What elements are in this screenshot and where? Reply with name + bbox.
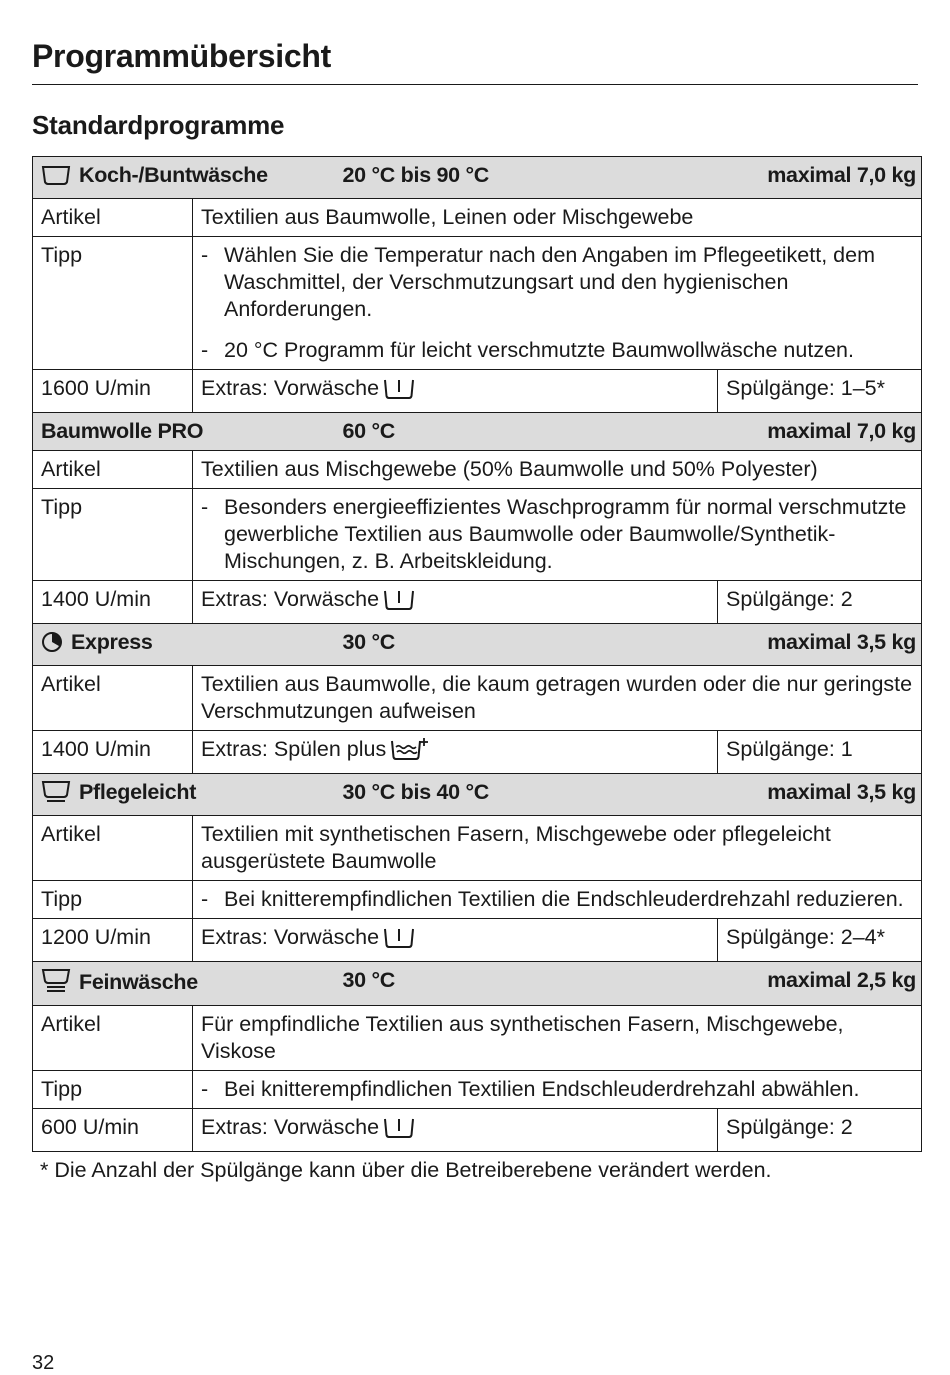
spin-extras-row (33, 731, 922, 774)
program-header-row (33, 962, 922, 1006)
program-temperature-cell (193, 624, 718, 666)
footnote: * Die Anzahl der Spülgänge kann über die Betreiberebene verändert werden. (40, 1158, 772, 1182)
program-name-wrap (41, 630, 153, 654)
program-table (32, 156, 922, 1152)
extras-cell (193, 1109, 718, 1152)
program-max-load-cell (718, 157, 922, 199)
program-name: Feinwäsche (79, 970, 198, 994)
prewash-icon (383, 589, 415, 618)
program-name-cell (33, 413, 204, 451)
program-name-cell (33, 962, 198, 1006)
tipp-row (33, 881, 922, 919)
extras-text: Extras: Vorwäsche (201, 925, 380, 949)
bullet-dash: - (201, 1077, 209, 1101)
extras-cell (193, 731, 718, 774)
tub-easycare-icon (41, 779, 71, 810)
bullet-dash: - (201, 495, 209, 519)
tipp-label: Tipp (33, 237, 193, 370)
tipp-list (193, 237, 922, 370)
artikel-text: Textilien aus Baumwolle, die kaum getragen wurden oder die nur geringste Verschmutzungen aufweisen (193, 666, 922, 731)
artikel-text: Für empfindliche Textilien aus synthetischen Fasern, Mischgewebe, Viskose (193, 1006, 922, 1071)
extras-cell (193, 370, 718, 413)
program-name-cell (33, 774, 197, 816)
program-header-row (33, 624, 922, 666)
bullet-dash: - (201, 887, 209, 911)
artikel-label: Artikel (33, 1006, 193, 1071)
program-temperature-cell (193, 413, 718, 451)
program-temperature: 30 °C (342, 968, 396, 992)
program-temperature: 60 °C (342, 419, 396, 443)
extras-text: Extras: Vorwäsche (201, 587, 380, 611)
program-temperature: 20 °C bis 90 °C (342, 163, 490, 187)
program-temperature: 30 °C bis 40 °C (342, 780, 490, 804)
extras-text: Extras: Vorwäsche (201, 376, 380, 400)
rinse-count: Spülgänge: 2–4* (718, 919, 922, 962)
program-name-wrap (41, 970, 198, 994)
program-name: Baumwolle PRO (41, 419, 204, 443)
program-temperature: 30 °C (342, 630, 396, 654)
bullet-dash: - (201, 243, 209, 267)
prewash-icon (383, 927, 415, 956)
artikel-row (33, 199, 922, 237)
tub-icon (41, 164, 71, 193)
title-divider (32, 84, 918, 85)
page-title: Programmübersicht (32, 38, 331, 74)
artikel-text: Textilien mit synthetischen Fasern, Mischgewebe oder pflegeleicht ausgerüstete Baumwolle (193, 816, 922, 881)
tipp-text: Bei knitterempfindlichen Textilien die Endschleuderdrehzahl reduzieren. (224, 887, 904, 911)
program-name-cell (33, 157, 268, 199)
clock-icon (41, 631, 63, 660)
spin-extras-row (33, 1109, 922, 1152)
spin-speed: 1600 U/min (33, 370, 193, 413)
tipp-item (201, 242, 913, 323)
bullet-dash: - (201, 338, 209, 362)
tipp-item (201, 337, 913, 364)
artikel-label: Artikel (33, 451, 193, 489)
page-number: 32 (32, 1352, 55, 1374)
artikel-label: Artikel (33, 816, 193, 881)
spin-extras-row (33, 370, 922, 413)
rinse-plus-icon (390, 737, 428, 768)
artikel-text: Textilien aus Mischgewebe (50% Baumwolle und 50% Polyester) (193, 451, 922, 489)
tipp-label: Tipp (33, 1071, 193, 1109)
program-max-load: maximal 2,5 kg (767, 968, 916, 992)
program-name-wrap (41, 419, 203, 443)
tipp-row (33, 1071, 922, 1109)
tipp-list (193, 489, 922, 581)
prewash-icon (383, 378, 415, 407)
tipp-item (201, 1076, 913, 1103)
program-name-cell (33, 624, 193, 666)
tipp-row (33, 237, 922, 370)
rinse-count: Spülgänge: 1–5* (718, 370, 922, 413)
program-temperature-cell (193, 962, 718, 1006)
program-name: Pflegeleicht (79, 780, 197, 804)
tipp-label: Tipp (33, 489, 193, 581)
extras-cell (193, 919, 718, 962)
rinse-count: Spülgänge: 1 (718, 731, 922, 774)
tub-delicate-icon (41, 967, 71, 1000)
rinse-count: Spülgänge: 2 (718, 1109, 922, 1152)
extras-text: Extras: Spülen plus (201, 737, 387, 761)
program-max-load-cell (718, 962, 922, 1006)
spin-speed: 1400 U/min (33, 731, 193, 774)
tipp-item (201, 494, 913, 575)
tipp-text: Bei knitterempfindlichen Textilien Endschleuderdrehzahl abwählen. (224, 1077, 860, 1101)
program-max-load: maximal 3,5 kg (767, 780, 916, 804)
artikel-label: Artikel (33, 666, 193, 731)
tipp-item (201, 886, 913, 913)
artikel-row (33, 451, 922, 489)
spin-speed: 1400 U/min (33, 581, 193, 624)
program-header-row (33, 774, 922, 816)
program-name-wrap (41, 163, 268, 187)
spin-extras-row (33, 919, 922, 962)
artikel-row (33, 1006, 922, 1071)
rinse-count: Spülgänge: 2 (718, 581, 922, 624)
tipp-list (193, 881, 922, 919)
program-max-load: maximal 3,5 kg (767, 630, 916, 654)
section-title: Standardprogramme (32, 110, 285, 140)
program-name: Express (71, 630, 153, 654)
program-temperature-cell (193, 157, 718, 199)
extras-cell (193, 581, 718, 624)
artikel-row (33, 666, 922, 731)
spin-extras-row (33, 581, 922, 624)
tipp-row (33, 489, 922, 581)
program-max-load: maximal 7,0 kg (767, 419, 916, 443)
program-max-load-cell (718, 624, 922, 666)
spin-speed: 1200 U/min (33, 919, 193, 962)
program-max-load: maximal 7,0 kg (767, 163, 916, 187)
program-max-load-cell (718, 774, 922, 816)
program-name: Koch-/Buntwäsche (79, 163, 268, 187)
prewash-icon (383, 1117, 415, 1146)
tipp-text: 20 °C Programm für leicht verschmutzte Baumwollwäsche nutzen. (224, 338, 854, 362)
program-name-wrap (41, 780, 196, 804)
artikel-row (33, 816, 922, 881)
program-temperature-cell (193, 774, 718, 816)
tipp-list (193, 1071, 922, 1109)
program-header-row (33, 413, 922, 451)
tipp-text: Besonders energieeffizientes Waschprogramm für normal verschmutzte gewerbliche Textilien aus Baumwolle oder Baumwolle/Synthetik-Mischungen, z. B. Arbeitskleidung. (224, 495, 907, 573)
program-max-load-cell (718, 413, 922, 451)
tipp-label: Tipp (33, 881, 193, 919)
artikel-label: Artikel (33, 199, 193, 237)
program-header-row (33, 157, 922, 199)
artikel-text: Textilien aus Baumwolle, Leinen oder Mischgewebe (193, 199, 922, 237)
tipp-text: Wählen Sie die Temperatur nach den Angaben im Pflegeetikett, dem Waschmittel, der Verschmutzungsart und den hygienischen Anforderungen. (224, 243, 875, 321)
extras-text: Extras: Vorwäsche (201, 1115, 380, 1139)
spin-speed: 600 U/min (33, 1109, 193, 1152)
